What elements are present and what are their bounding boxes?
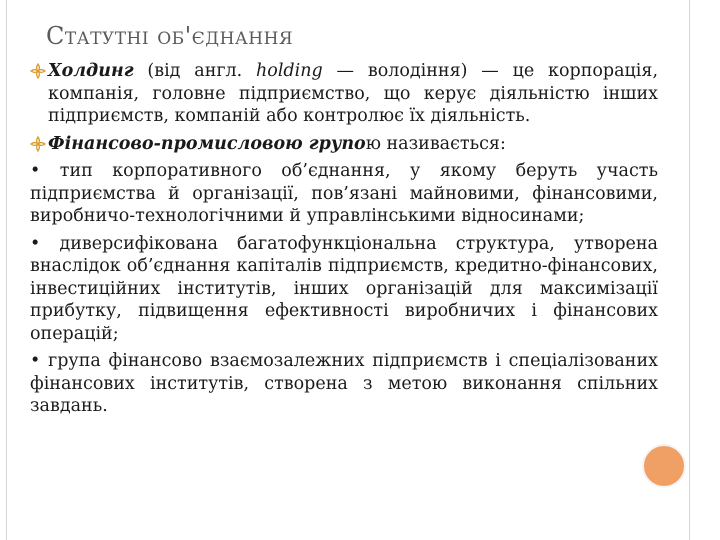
slide-body: [30, 60, 658, 418]
holding-origin-prefix: (від англ.: [133, 61, 257, 81]
fpg-intro: ю називається:: [365, 133, 506, 154]
definition-item-1: • тип корпоративного об’єднання, у якому беруть участь підприємства й організації, пов’язані майновими, фінансовими, виробничо-технологічними й управлінськими відносинами;: [30, 161, 658, 226]
definition-item-2: • диверсифікована багатофункціональна структура, утворена внаслідок об’єднання капіталів підприємств, кредитно-фінансових, інвестиційних інститутів, інших організацій для максимізації прибутку, підвищення ефективності виробничих і фінансових операцій;: [30, 233, 658, 344]
bullet-fpg: [30, 133, 658, 156]
bullet-holding: [30, 60, 658, 128]
flower-bullet-icon: [30, 136, 46, 152]
definition-item-3: • група фінансово взаємозалежних підприємств і спеціалізованих фінансових інститутів, створена з метою виконання спільних завдань.: [30, 351, 658, 416]
flower-bullet-icon: [30, 63, 46, 79]
slide-title: Статутні об'єднання: [46, 22, 294, 50]
term-holding-english: holding: [256, 61, 323, 81]
decorative-circle: [642, 444, 686, 488]
term-holding: Холдинг: [48, 61, 134, 81]
term-fpg: Фінансово-промисловою групо: [48, 133, 366, 154]
holding-definition: — володіння) — це корпорація, компанія, головне підприємство, що керує діяльністю інших підприємств, компаній або контролює їх діяльність.: [48, 61, 659, 126]
